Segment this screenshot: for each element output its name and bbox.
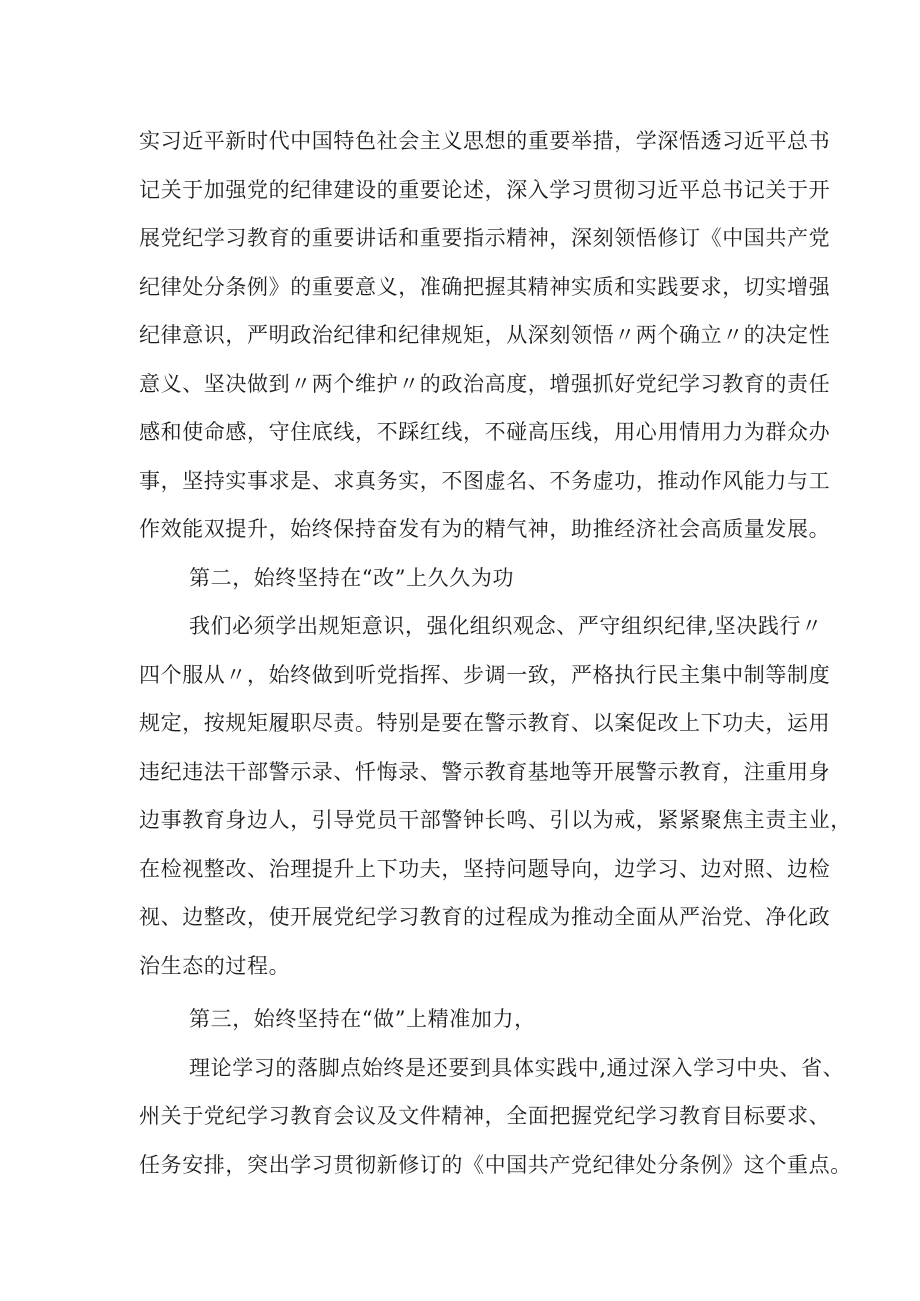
text-line: 违纪违法干部警示录、忏悔录、警示教育基地等开展警示教育，注重用身	[139, 759, 831, 784]
paragraph-1	[139, 117, 831, 554]
text-line: 纪律意识，严明政治纪律和纪律规矩，从深刻领悟〃两个确立〃的决定性	[139, 323, 831, 347]
text-line: 感和使命感，守住底线，不踩红线，不碰高压线，用心用情用力为群众办	[139, 420, 831, 444]
text-line: 规定，按规矩履职尽责。特别是要在警示教育、以案促改上下功夫，运用	[139, 711, 831, 735]
text-line: 理论学习的落脚点始终是还要到具体实践中,通过深入学习中央、省、	[189, 1055, 845, 1080]
text-line: 视、边整改，使开展党纪学习教育的过程成为推动全面从严治党、净化政	[139, 905, 831, 929]
text-line: 州关于党纪学习教育会议及文件精神，全面把握党纪学习教育目标要求、	[139, 1104, 831, 1128]
text-line: 在检视整改、治理提升上下功夫，坚持问题导向，边学习、边对照、边检	[139, 856, 831, 881]
text-line: 展党纪学习教育的重要讲话和重要指示精神，深刻领悟修订《中国共产党	[139, 226, 831, 250]
text-line: 事，坚持实事求是、求真务实，不图虚名、不务虚功，推动作风能力与工	[139, 468, 831, 493]
section-heading-2: 第二，始终坚持在“改”上久久为功	[189, 565, 515, 590]
paragraph-2	[139, 602, 852, 990]
text-line: 实习近平新时代中国特色社会主义思想的重要举措，学深悟透习近平总书	[139, 129, 831, 153]
paragraph-3	[139, 1044, 852, 1190]
text-line: 记关于加强党的纪律建设的重要论述，深入学习贯彻习近平总书记关于开	[139, 177, 831, 202]
text-line: 作效能双提升，始终保持奋发有为的精气神，助推经济社会高质量发展。	[139, 517, 831, 541]
text-line: 我们必须学出规矩意识，强化组织观念、严守组织纪律,坚决践行〃	[189, 614, 823, 638]
text-line: 边事教育身边人，引导党员干部警钟长鸣、引以为戒，紧紧聚焦主责主业，	[139, 808, 852, 832]
text-line: 任务安排，突出学习贯彻新修订的《中国共产党纪律处分条例》这个重点。	[139, 1152, 852, 1177]
document-body	[139, 117, 852, 1189]
text-line: 意义、坚决做到〃两个维护〃的政治高度，增强抓好党纪学习教育的责任	[139, 371, 831, 396]
text-line: 治生态的过程。	[139, 953, 291, 978]
text-line: 四个服从〃，始终做到听党指挥、步调一致，严格执行民主集中制等制度	[139, 662, 831, 687]
text-line: 纪律处分条例》的重要意义，准确把握其精神实质和实践要求，切实增强	[139, 274, 831, 299]
section-heading-3: 第三，始终坚持在“做”上精准加力，	[189, 1007, 536, 1031]
